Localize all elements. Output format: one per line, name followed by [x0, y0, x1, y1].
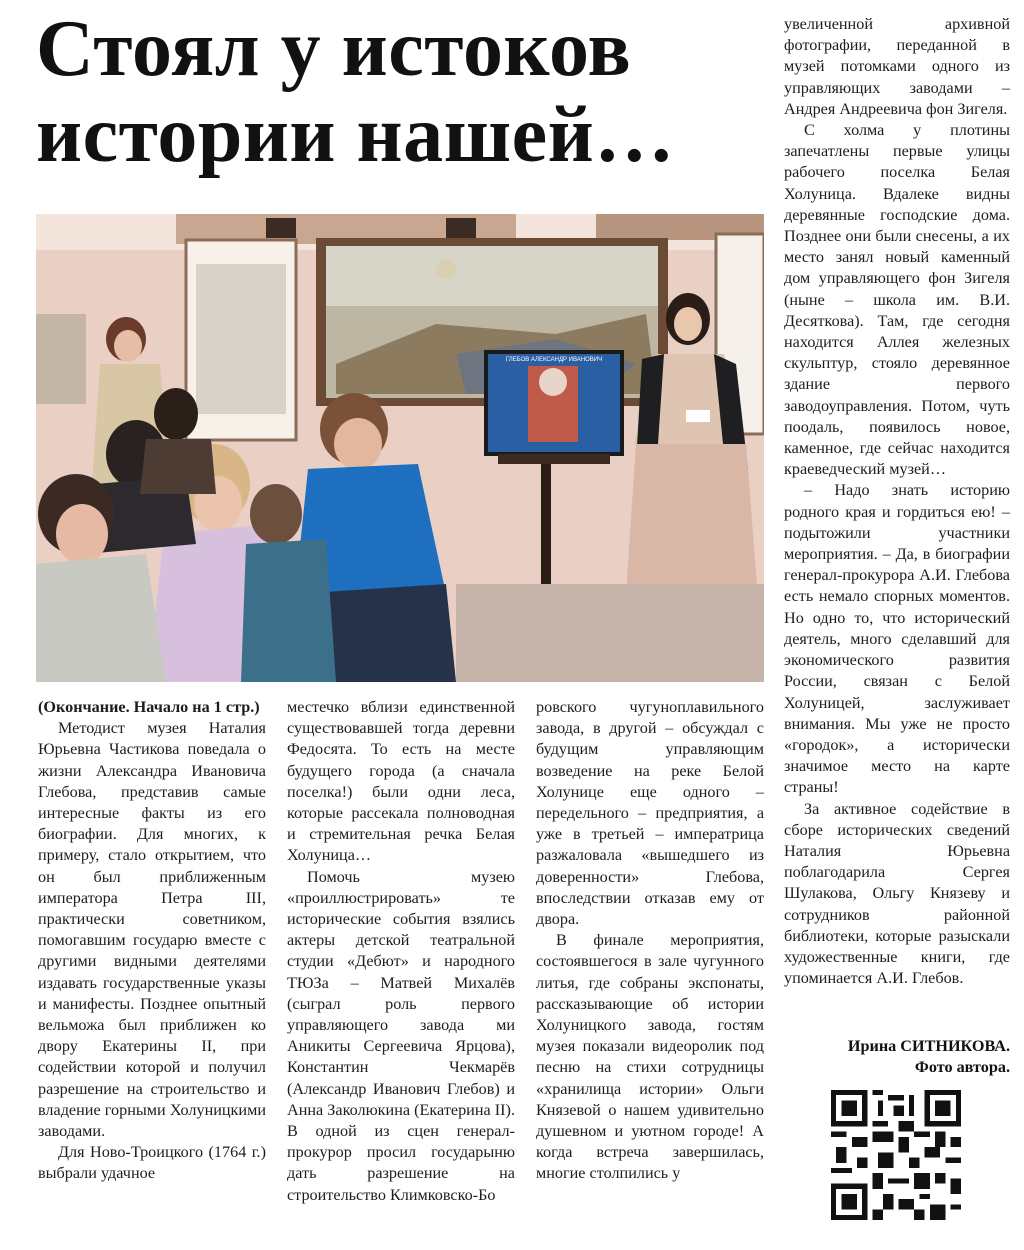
paragraph: Для Ново-Троицкого (1764 г.) выбрали удачное [38, 1143, 266, 1183]
paragraph: С холма у плотины запечатлены первые улицы рабочего поселка Белая Холуница. Вдалеке видны деревянные господские дома. Позднее они были снесены, а их место занял новый каменный дом управляющего фон Зигеля (ныне – школа им. В.И. Десяткова). Там, где сегодня находится Аллея железных скульптур, стояло деревянное здание первого заводоуправления. Потом, чуть поодаль, появилось новое, каменное, где сейчас находится краеведческий музей… [784, 121, 1010, 479]
event-photo [36, 214, 764, 682]
article-column-1 [38, 697, 266, 1185]
headline: Стоял у истоков истории нашей… [36, 5, 675, 179]
article-column-4 [784, 14, 1010, 989]
paragraph: местечко вблизи единственной существовавшей тогда деревни Федосята. То есть на месте будущего города (а сначала поселка!) были одни леса, которые рассекала полноводная и стремительная речка Белая Холуница… [287, 698, 515, 865]
paragraph: – Надо знать историю родного края и гордиться ею! – подытожили участники мероприятия. – Да, в биографии генерал-прокурора А.И. Глебова есть немало спорных моментов. Но одно то, что исторический деятель, много сделавший для экономического развития России, связан с Белой Холуницей, заслуживает внимания. Мы уже не просто «городок», а исторически значимое место на карте страны! [784, 481, 1010, 797]
paragraph: Помочь музею «проиллюстрировать» те исторические события взялись актеры детской театральной студии «Дебют» и народного ТЮЗа – Матвей Михалёв (сыграл роль первого управляющего завода ми Аникиты Сергеевича Ярцова), Константин Чекмарёв (Александр Иванович Глебов) и Анна Заколюкина (Екатерина II). В одной из сцен генерал-прокурор просил государыню дать разрешение на строительство Климковско-Бо [287, 867, 515, 1204]
paragraph: ровского чугуноплавильного завода, в другой – обсуждал с будущим управляющим возведение на реке Белой Холунице еще одного – передельного – предприятия, а уже в третьей – императрица разжаловала «вышедшего из доверенности» Глебова, впоследствии отказав ему от двора. [536, 698, 764, 929]
continuation-note: (Окончание. Начало на 1 стр.) [38, 698, 260, 716]
paragraph: За активное содействие в сборе исторических сведений Наталия Юрьевна поблагодарила Сергея Шулакова, Ольгу Князеву и сотрудников районной библиотеки, которые разыскали художественные книги, где упоминается А.И. Глебов. [784, 799, 1010, 988]
author-signature: Ирина СИТНИКОВА. [847, 1037, 1010, 1055]
paragraph: Методист музея Наталия Юрьевна Частикова поведала о жизни Александра Ивановича Глебова, представив самые интересные факты из его биографии. Для многих, к примеру, стало открытием, что он был приближенным императора Петра III, практически советником, помогавшим государю вместе с другими видными деятелями издавать государственные указы и манифесты. Позднее опытный вельможа был приближен ко двору Екатерины II, при содействии которой и получил разрешение на строительство и владение горными Холуницкими заводами. [38, 719, 266, 1141]
paragraph: увеличенной архивной фотографии, переданной в музей потомками одного из управляющих заводами – Андрея Андреевича фон Зигеля. [784, 15, 1010, 118]
qr-code[interactable] [831, 1090, 961, 1220]
screen-title: ГЛЕБОВ АЛЕКСАНДР ИВАНОВИЧ [505, 357, 603, 363]
paragraph: В финале мероприятия, состоявшегося в зале чугунного литья, где собраны экспонаты, рассказывающие об истории Холуницкого завода, гостям музея показали видеоролик под песню на стихи сотрудницы «хранилища истории» Ольги Князевой о нашем удивительно душевном и уютном городе! А когда встреча завершилась, многие столпились у [536, 931, 764, 1183]
article-column-2 [287, 697, 515, 1206]
article-column-3 [536, 697, 764, 1185]
photo-credit: Фото автора. [914, 1058, 1010, 1076]
